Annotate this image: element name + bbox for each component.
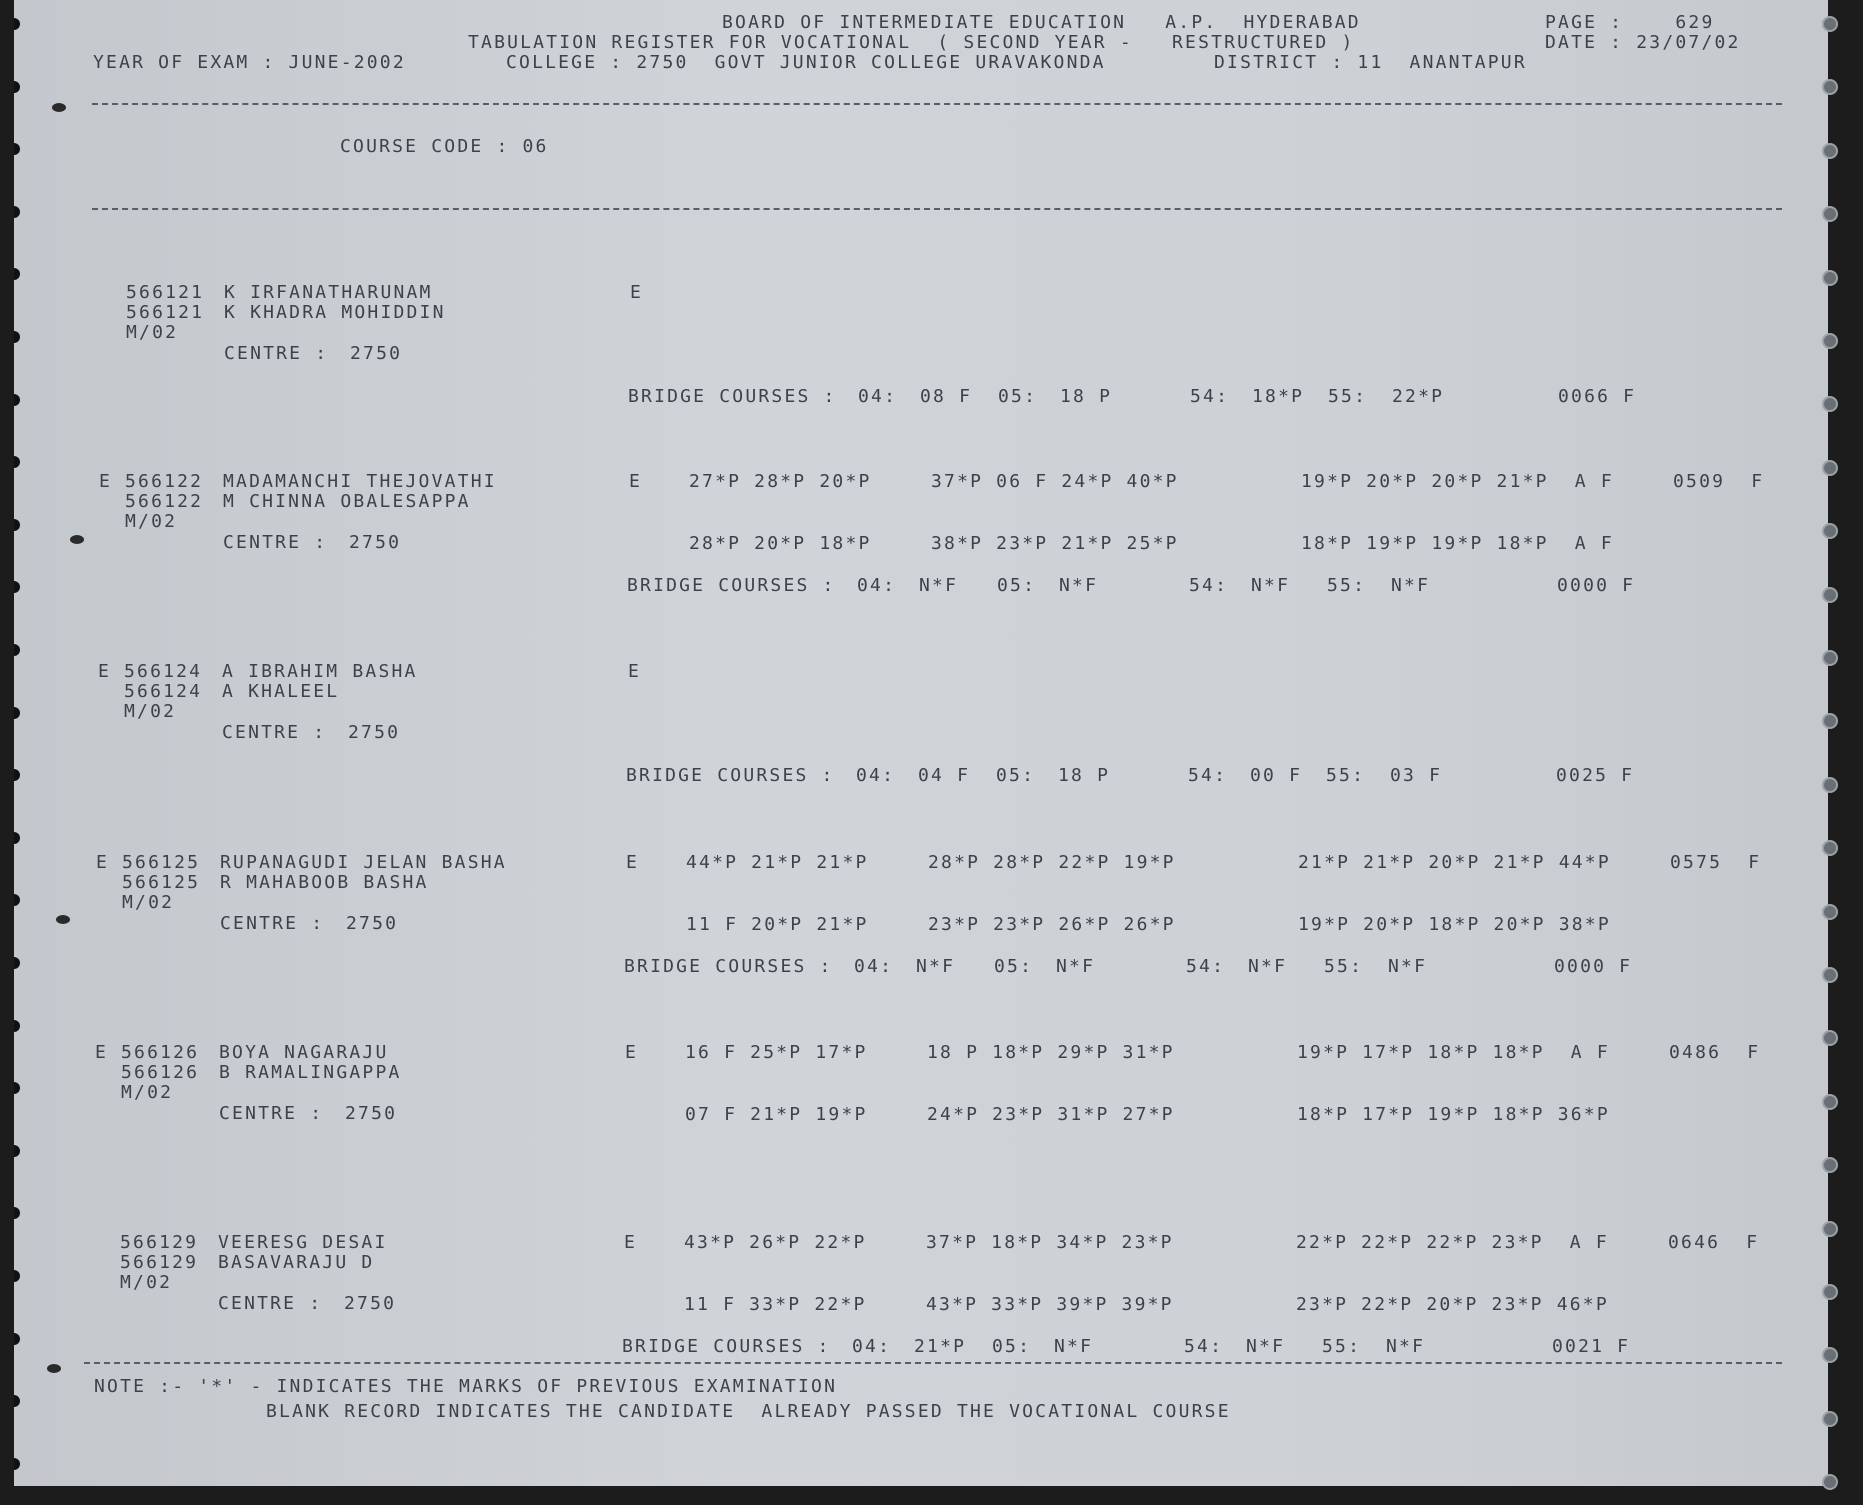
- punch-mark: [47, 1364, 61, 1373]
- total-result: 0646 F: [1668, 1232, 1760, 1253]
- feed-hole-left: [14, 18, 20, 30]
- bridge-code-05: 05:: [997, 575, 1037, 596]
- feed-hole-left: [14, 769, 20, 781]
- bridge-mark-04: N*F: [916, 956, 956, 977]
- bridge-code-04: 04:: [858, 386, 898, 407]
- tabulation-sheet: [14, 0, 1828, 1486]
- bridge-mark-05: 18 P: [1060, 386, 1113, 407]
- candidate-name: K IRFANATHARUNAM: [224, 282, 433, 303]
- marks-row2-part1: 11 F 33*P 22*P: [684, 1294, 867, 1315]
- father-name: M CHINNA OBALESAPPA: [223, 491, 471, 512]
- marks-row1-part3: 22*P 22*P 22*P 23*P A F: [1296, 1232, 1609, 1253]
- feed-hole-right: [1822, 1094, 1838, 1110]
- marks-row1-part3: 19*P 17*P 18*P 18*P A F: [1297, 1042, 1610, 1063]
- bridge-code-54: 54:: [1188, 765, 1228, 786]
- hall-ticket-number: 566126: [121, 1042, 200, 1063]
- marks-row1-part1: 16 F 25*P 17*P: [685, 1042, 868, 1063]
- bridge-code-05: 05:: [994, 956, 1034, 977]
- college-line: COLLEGE : 2750 GOVT JUNIOR COLLEGE URAVAKONDA: [506, 52, 1106, 73]
- bridge-mark-55: N*F: [1391, 575, 1431, 596]
- exam-type: E: [628, 661, 642, 682]
- bridge-code-54: 54:: [1184, 1336, 1224, 1357]
- register-title: TABULATION REGISTER FOR VOCATIONAL ( SECOND YEAR - RESTRUCTURED ): [468, 32, 1355, 53]
- marks-row2-part2: 23*P 23*P 26*P 26*P: [928, 914, 1176, 935]
- centre-code: 2750: [346, 913, 399, 934]
- feed-hole-left: [14, 1270, 20, 1282]
- punch-mark: [70, 535, 84, 544]
- marks-row1-part3: 19*P 20*P 20*P 21*P A F: [1301, 471, 1614, 492]
- bridge-courses-label: BRIDGE COURSES :: [628, 386, 837, 407]
- exam-type: E: [629, 471, 643, 492]
- feed-hole-right: [1822, 333, 1838, 349]
- registration-number: 566122: [125, 491, 204, 512]
- feed-hole-right: [1822, 206, 1838, 222]
- feed-hole-right: [1822, 1284, 1838, 1300]
- bridge-code-55: 55:: [1322, 1336, 1362, 1357]
- exempt-flag: E: [98, 661, 112, 682]
- registration-number: 566124: [124, 681, 203, 702]
- bridge-mark-55: 03 F: [1390, 765, 1443, 786]
- father-name: A KHALEEL: [222, 681, 340, 702]
- feed-hole-right: [1822, 1347, 1838, 1363]
- feed-hole-right: [1822, 904, 1838, 920]
- bridge-courses-label: BRIDGE COURSES :: [622, 1336, 831, 1357]
- feed-hole-left: [14, 832, 20, 844]
- feed-hole-left: [14, 394, 20, 406]
- bridge-courses-label: BRIDGE COURSES :: [627, 575, 836, 596]
- district-line: DISTRICT : 11 ANANTAPUR: [1214, 52, 1527, 73]
- marks-row1-part2: 28*P 28*P 22*P 19*P: [928, 852, 1176, 873]
- category: M/02: [126, 322, 179, 343]
- marks-row2-part2: 38*P 23*P 21*P 25*P: [931, 533, 1179, 554]
- category: M/02: [124, 701, 177, 722]
- feed-hole-left: [14, 1020, 20, 1032]
- candidate-name: A IBRAHIM BASHA: [222, 661, 418, 682]
- bridge-mark-04: 08 F: [920, 386, 973, 407]
- bridge-code-54: 54:: [1189, 575, 1229, 596]
- feed-hole-right: [1822, 16, 1838, 32]
- note-line-2: BLANK RECORD INDICATES THE CANDIDATE ALREADY PASSED THE VOCATIONAL COURSE: [266, 1401, 1231, 1422]
- feed-hole-left: [14, 1395, 20, 1407]
- feed-hole-left: [14, 331, 20, 343]
- feed-hole-left: [14, 644, 20, 656]
- hall-ticket-number: 566125: [122, 852, 201, 873]
- feed-hole-left: [14, 206, 20, 218]
- registration-number: 566129: [120, 1252, 199, 1273]
- father-name: K KHADRA MOHIDDIN: [224, 302, 446, 323]
- marks-row2-part2: 24*P 23*P 31*P 27*P: [927, 1104, 1175, 1125]
- course-code: COURSE CODE : 06: [340, 136, 549, 157]
- marks-row2-part1: 07 F 21*P 19*P: [685, 1104, 868, 1125]
- bridge-mark-05: N*F: [1054, 1336, 1094, 1357]
- bridge-mark-55: 22*P: [1392, 386, 1445, 407]
- bridge-code-54: 54:: [1190, 386, 1230, 407]
- centre-label: CENTRE :: [224, 343, 329, 364]
- feed-hole-left: [14, 268, 20, 280]
- centre-code: 2750: [350, 343, 403, 364]
- feed-hole-right: [1822, 713, 1838, 729]
- divider-course: [92, 208, 1782, 210]
- hall-ticket-number: 566122: [125, 471, 204, 492]
- bridge-total: 0000 F: [1554, 956, 1633, 977]
- feed-hole-right: [1822, 1221, 1838, 1237]
- total-result: 0486 F: [1669, 1042, 1761, 1063]
- bridge-mark-54: 18*P: [1252, 386, 1305, 407]
- note-line-1: NOTE :- '*' - INDICATES THE MARKS OF PREVIOUS EXAMINATION: [94, 1376, 838, 1397]
- father-name: R MAHABOOB BASHA: [220, 872, 429, 893]
- centre-code: 2750: [344, 1293, 397, 1314]
- bridge-code-05: 05:: [992, 1336, 1032, 1357]
- registration-number: 566125: [122, 872, 201, 893]
- feed-hole-left: [14, 957, 20, 969]
- bridge-mark-04: 21*P: [914, 1336, 967, 1357]
- feed-hole-right: [1822, 396, 1838, 412]
- marks-row1-part3: 21*P 21*P 20*P 21*P 44*P: [1298, 852, 1611, 873]
- bridge-mark-05: N*F: [1056, 956, 1096, 977]
- feed-hole-left: [14, 81, 20, 93]
- feed-hole-left: [14, 1458, 20, 1470]
- feed-hole-left: [14, 1082, 20, 1094]
- marks-row1-part1: 43*P 26*P 22*P: [684, 1232, 867, 1253]
- marks-row2-part1: 28*P 20*P 18*P: [689, 533, 872, 554]
- marks-row2-part3: 18*P 19*P 19*P 18*P A F: [1301, 533, 1614, 554]
- exempt-flag: E: [96, 852, 110, 873]
- feed-hole-left: [14, 581, 20, 593]
- exam-type: E: [625, 1042, 639, 1063]
- print-date: DATE : 23/07/02: [1545, 32, 1741, 53]
- bridge-mark-05: 18 P: [1058, 765, 1111, 786]
- bridge-courses-label: BRIDGE COURSES :: [624, 956, 833, 977]
- feed-hole-right: [1822, 587, 1838, 603]
- bridge-mark-04: 04 F: [918, 765, 971, 786]
- centre-code: 2750: [349, 532, 402, 553]
- feed-hole-left: [14, 143, 20, 155]
- candidate-name: VEERESG DESAI: [218, 1232, 388, 1253]
- bridge-mark-55: N*F: [1388, 956, 1428, 977]
- candidate-name: BOYA NAGARAJU: [219, 1042, 389, 1063]
- centre-code: 2750: [345, 1103, 398, 1124]
- registration-number: 566121: [126, 302, 205, 323]
- feed-hole-left: [14, 456, 20, 468]
- feed-hole-left: [14, 519, 20, 531]
- hall-ticket-number: 566129: [120, 1232, 199, 1253]
- exempt-flag: E: [99, 471, 113, 492]
- bridge-code-55: 55:: [1328, 386, 1368, 407]
- feed-hole-right: [1822, 1474, 1838, 1490]
- marks-row1-part2: 37*P 18*P 34*P 23*P: [926, 1232, 1174, 1253]
- feed-hole-right: [1822, 270, 1838, 286]
- category: M/02: [122, 892, 175, 913]
- bridge-code-05: 05:: [998, 386, 1038, 407]
- feed-hole-left: [14, 894, 20, 906]
- candidate-name: RUPANAGUDI JELAN BASHA: [220, 852, 507, 873]
- marks-row2-part1: 11 F 20*P 21*P: [686, 914, 869, 935]
- bridge-code-04: 04:: [857, 575, 897, 596]
- bridge-code-04: 04:: [854, 956, 894, 977]
- exam-type: E: [624, 1232, 638, 1253]
- feed-hole-right: [1822, 650, 1838, 666]
- category: M/02: [125, 511, 178, 532]
- marks-row1-part1: 27*P 28*P 20*P: [689, 471, 872, 492]
- category: M/02: [120, 1272, 173, 1293]
- feed-hole-right: [1822, 840, 1838, 856]
- centre-label: CENTRE :: [220, 913, 325, 934]
- hall-ticket-number: 566121: [126, 282, 205, 303]
- feed-hole-right: [1822, 777, 1838, 793]
- father-name: BASAVARAJU D: [218, 1252, 375, 1273]
- marks-row2-part3: 19*P 20*P 18*P 20*P 38*P: [1298, 914, 1611, 935]
- centre-label: CENTRE :: [223, 532, 328, 553]
- bridge-mark-04: N*F: [919, 575, 959, 596]
- bridge-mark-54: N*F: [1251, 575, 1291, 596]
- board-title: BOARD OF INTERMEDIATE EDUCATION A.P. HYDERABAD: [722, 12, 1361, 33]
- feed-hole-right: [1822, 143, 1838, 159]
- feed-hole-right: [1822, 79, 1838, 95]
- feed-hole-right: [1822, 460, 1838, 476]
- hall-ticket-number: 566124: [124, 661, 203, 682]
- bridge-code-04: 04:: [856, 765, 896, 786]
- feed-hole-right: [1822, 1411, 1838, 1427]
- centre-label: CENTRE :: [222, 722, 327, 743]
- bridge-code-55: 55:: [1324, 956, 1364, 977]
- page-number: PAGE : 629: [1545, 12, 1715, 33]
- marks-row1-part1: 44*P 21*P 21*P: [686, 852, 869, 873]
- bridge-total: 0025 F: [1556, 765, 1635, 786]
- centre-label: CENTRE :: [219, 1103, 324, 1124]
- exam-type: E: [626, 852, 640, 873]
- marks-row2-part2: 43*P 33*P 39*P 39*P: [926, 1294, 1174, 1315]
- divider-top: [92, 103, 1782, 105]
- bridge-code-55: 55:: [1326, 765, 1366, 786]
- bridge-code-05: 05:: [996, 765, 1036, 786]
- marks-row2-part3: 18*P 17*P 19*P 18*P 36*P: [1297, 1104, 1610, 1125]
- registration-number: 566126: [121, 1062, 200, 1083]
- feed-hole-left: [14, 707, 20, 719]
- punch-mark: [52, 103, 66, 112]
- bridge-mark-54: 00 F: [1250, 765, 1303, 786]
- divider-bottom: [84, 1362, 1782, 1364]
- bridge-mark-55: N*F: [1386, 1336, 1426, 1357]
- exempt-flag: E: [95, 1042, 109, 1063]
- bridge-mark-05: N*F: [1059, 575, 1099, 596]
- feed-hole-left: [14, 1333, 20, 1345]
- bridge-total: 0000 F: [1557, 575, 1636, 596]
- bridge-total: 0021 F: [1552, 1336, 1631, 1357]
- candidate-name: MADAMANCHI THEJOVATHI: [223, 471, 497, 492]
- bridge-code-55: 55:: [1327, 575, 1367, 596]
- feed-hole-left: [14, 1145, 20, 1157]
- feed-hole-right: [1822, 523, 1838, 539]
- bridge-mark-54: N*F: [1246, 1336, 1286, 1357]
- feed-hole-left: [14, 1207, 20, 1219]
- centre-code: 2750: [348, 722, 401, 743]
- category: M/02: [121, 1082, 174, 1103]
- punch-mark: [56, 915, 70, 924]
- bridge-mark-54: N*F: [1248, 956, 1288, 977]
- bridge-courses-label: BRIDGE COURSES :: [626, 765, 835, 786]
- marks-row2-part3: 23*P 22*P 20*P 23*P 46*P: [1296, 1294, 1609, 1315]
- total-result: 0509 F: [1673, 471, 1765, 492]
- father-name: B RAMALINGAPPA: [219, 1062, 402, 1083]
- bridge-code-54: 54:: [1186, 956, 1226, 977]
- centre-label: CENTRE :: [218, 1293, 323, 1314]
- feed-hole-right: [1822, 1157, 1838, 1173]
- feed-hole-right: [1822, 967, 1838, 983]
- marks-row1-part2: 18 P 18*P 29*P 31*P: [927, 1042, 1175, 1063]
- bridge-total: 0066 F: [1558, 386, 1637, 407]
- marks-row1-part2: 37*P 06 F 24*P 40*P: [931, 471, 1179, 492]
- bridge-code-04: 04:: [852, 1336, 892, 1357]
- exam-type: E: [630, 282, 644, 303]
- total-result: 0575 F: [1670, 852, 1762, 873]
- year-of-exam: YEAR OF EXAM : JUNE-2002: [93, 52, 406, 73]
- feed-hole-right: [1822, 1030, 1838, 1046]
